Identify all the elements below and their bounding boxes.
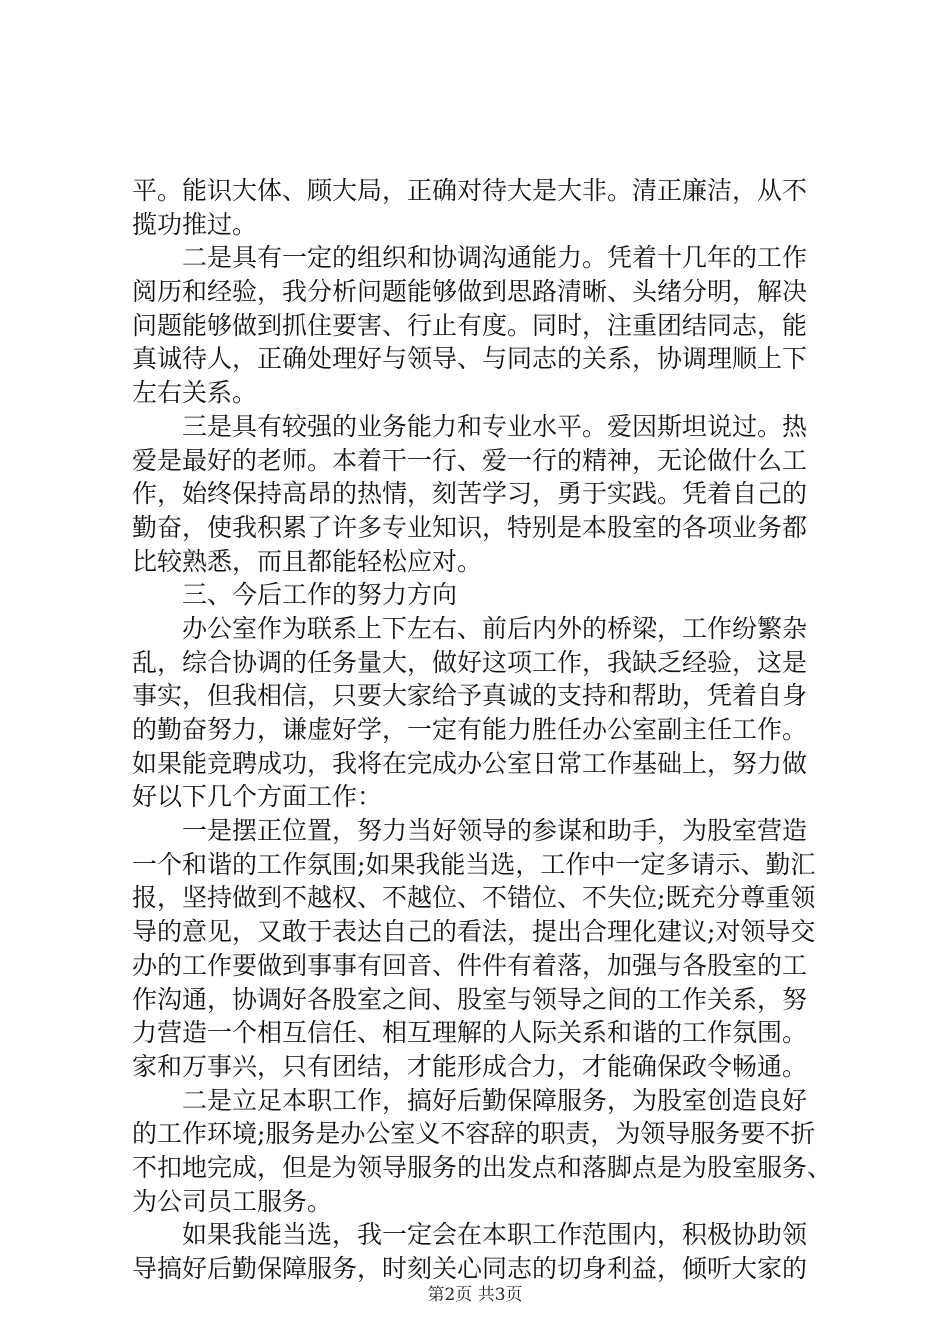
text-line: 揽功推过。 — [132, 209, 258, 239]
text-line: 二是具有一定的组织和协调沟通能力。凭着十几年的工作 — [182, 243, 808, 273]
text-line: 的勤奋努力，谦虚好学，一定有能力胜任办公室副主任工作。 — [132, 715, 808, 744]
text-line: 二是立足本职工作，搞好后勤保障服务，为股室创造良好 — [182, 1085, 808, 1115]
text-line: 三是具有较强的业务能力和专业水平。爱因斯坦说过。热 — [182, 411, 808, 441]
section-heading: 三、今后工作的努力方向 — [182, 580, 458, 610]
text-line: 导的意见，又敢于表达自己的看法，提出合理化建议;对领导交 — [132, 917, 816, 947]
text-line: 作沟通，协调好各股室之间、股室与领导之间的工作关系，努 — [132, 984, 808, 1014]
text-line: 作，始终保持高昂的热情，刻苦学习，勇于实践。凭着自己的 — [132, 479, 808, 509]
text-line: 阅历和经验，我分析问题能够做到思路清晰、头绪分明，解决 — [132, 277, 808, 307]
text-line: 爱是最好的老师。本着干一行、爱一行的精神，无论做什么工 — [132, 445, 808, 475]
text-line: 力营造一个相互信任、相互理解的人际关系和谐的工作氛围。 — [132, 1018, 808, 1048]
text-line: 家和万事兴，只有团结，才能形成合力，才能确保政令畅通。 — [132, 1051, 808, 1081]
text-line: 乱，综合协调的任务量大，做好这项工作，我缺乏经验，这是 — [132, 647, 808, 677]
text-line: 不扣地完成，但是为领导服务的出发点和落脚点是为股室服务、 — [132, 1152, 832, 1182]
text-line: 左右关系。 — [132, 378, 258, 408]
page-footer: 第2页 共3页 — [427, 1285, 523, 1305]
text-line: 比较熟悉，而且都能轻松应对。 — [132, 546, 483, 576]
text-line: 如果能竞聘成功，我将在完成办公室日常工作基础上，努力做 — [132, 748, 808, 778]
body-text — [132, 174, 832, 1286]
text-line: 报，坚持做到不越权、不越位、不错位、不失位;既充分尊重领 — [132, 883, 816, 913]
text-line: 为公司员工服务。 — [132, 1186, 333, 1216]
text-line: 问题能够做到抓住要害、行止有度。同时，注重团结同志，能 — [132, 310, 808, 340]
text-line: 平。能识大体、顾大局，正确对待大是大非。清正廉洁，从不 — [132, 176, 808, 205]
text-line: 真诚待人，正确处理好与领导、与同志的关系，协调理顺上下 — [132, 344, 808, 374]
text-line: 事实，但我相信，只要大家给予真诚的支持和帮助，凭着自身 — [132, 681, 808, 711]
text-line: 勤奋，使我积累了许多专业知识，特别是本股室的各项业务都 — [132, 512, 808, 542]
text-line: 办的工作要做到事事有回音、件件有着落，加强与各股室的工 — [132, 950, 808, 980]
text-line: 办公室作为联系上下左右、前后内外的桥梁，工作纷繁杂 — [182, 613, 808, 643]
text-line: 导搞好后勤保障服务，时刻关心同志的切身利益，倾听大家的 — [132, 1254, 808, 1283]
text-line: 好以下几个方面工作： — [132, 782, 383, 812]
text-line: 一个和谐的工作氛围;如果我能当选，工作中一定多请示、勤汇 — [132, 849, 816, 879]
text-line: 的工作环境;服务是办公室义不容辞的职责，为领导服务要不折 — [132, 1119, 816, 1149]
text-line: 一是摆正位置，努力当好领导的参谋和助手，为股室营造 — [182, 816, 808, 846]
text-line: 如果我能当选，我一定会在本职工作范围内，积极协助领 — [182, 1220, 808, 1250]
